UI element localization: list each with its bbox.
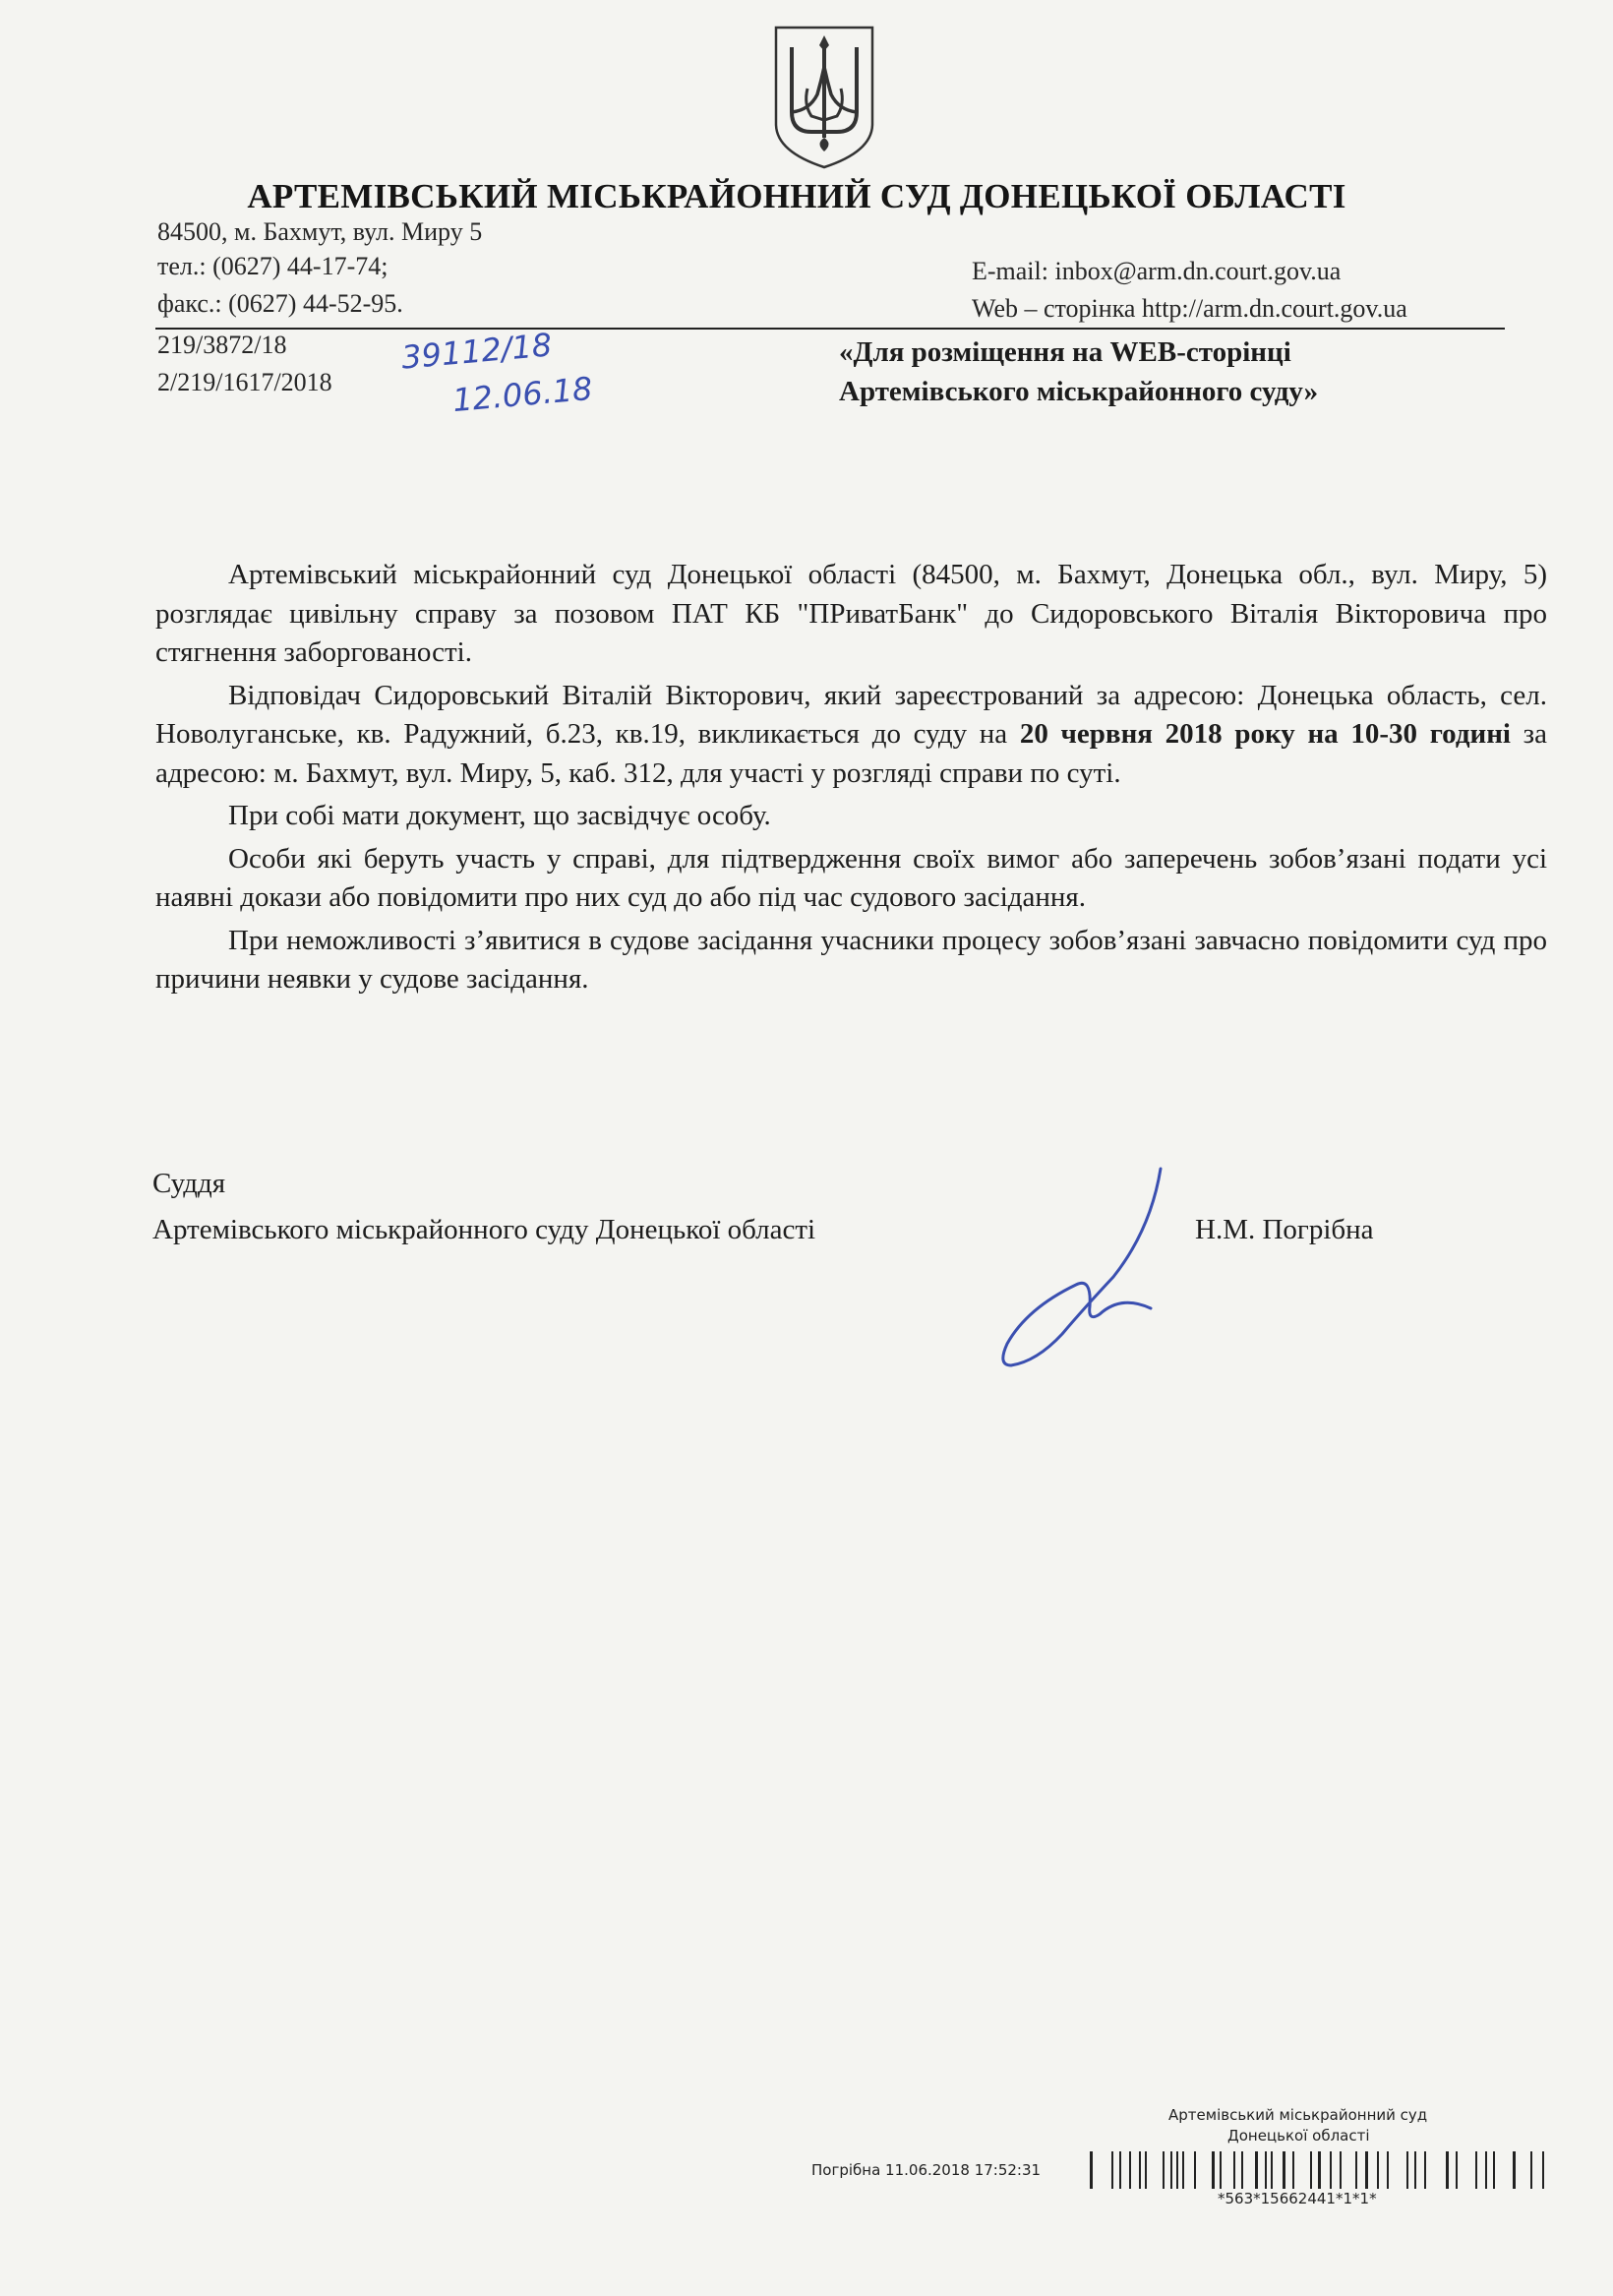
stamp-court-line-2: Донецької області xyxy=(1227,2127,1370,2145)
proceeding-number: 2/219/1617/2018 xyxy=(157,368,332,396)
court-website: Web – сторінка http://arm.dn.court.gov.ua xyxy=(972,294,1407,323)
summons-text-end: за адресою: м. Бахмут, вул. Миру, 5, каб. 312, для участі у розгляді справи по суті. xyxy=(155,718,1548,789)
court-fax: факс.: (0627) 44-52-95. xyxy=(157,289,403,318)
court-title: АРТЕМІВСЬКИЙ МІСЬКРАЙОННИЙ СУД ДОНЕЦЬКОЇ ОБЛАСТІ xyxy=(247,177,1346,215)
hearing-datetime: 20 червня 2018 року на 10-30 годині xyxy=(1019,718,1511,750)
handwritten-registration-number: 39112/18 xyxy=(399,326,554,377)
stamp-user-timestamp: Погрібна 11.06.2018 17:52:31 xyxy=(811,2161,1042,2179)
paragraph-evidence: Особи які беруть участь у справі, для підтвердження своїх вимог або заперечень зобов’язані подати усі наявні докази або повідомити про них суд до або під час судового засідання. xyxy=(155,842,1547,913)
judge-title: Суддя xyxy=(152,1168,226,1199)
barcode-number: *563*15662441*1*1* xyxy=(1218,2190,1377,2207)
web-note-line-2: Артемівського міськрайонного суду» xyxy=(839,376,1319,407)
judge-name: Н.М. Погрібна xyxy=(1195,1214,1374,1245)
paragraph-case-description: Артемівський міськрайонний суд Донецької області (84500, м. Бахмут, Донецька обл., вул. Миру, 5) розглядає цивільну справу за позовом ПАТ КБ "ПРиватБанк" до Сидоровського Віталія Вікторовича про стягнення заборгованості. xyxy=(155,559,1547,668)
court-address: 84500, м. Бахмут, вул. Миру 5 xyxy=(157,217,483,246)
case-number: 219/3872/18 xyxy=(157,331,287,359)
notice-body xyxy=(155,556,1547,1003)
handwritten-signature-icon xyxy=(993,1161,1190,1377)
web-publication-note xyxy=(839,332,1318,411)
paragraph-absence: При неможливості з’явитися в судове засідання учасники процесу зобов’язані завчасно повідомити суд про причини неявки у судове засідання. xyxy=(155,924,1547,995)
summons-text-start: Відповідач Сидоровський Віталій Вікторович, який зареєстрований за адресою: Донецька область, сел. Новолуганське, кв. Радужний, б.23, кв.19, викликається до суду на xyxy=(155,679,1547,750)
paragraph-id-document: При собі мати документ, що засвідчує особу. xyxy=(228,800,771,831)
web-note-line-1: «Для розміщення на WEB-сторінці xyxy=(839,336,1291,368)
court-phone: тел.: (0627) 44-17-74; xyxy=(157,252,388,280)
trident-emblem-icon xyxy=(770,22,878,171)
barcode-icon xyxy=(1090,2149,1546,2191)
stamp-court-line-1: Артемівський міськрайонний суд xyxy=(1168,2106,1428,2124)
header-divider xyxy=(155,328,1505,330)
handwritten-registration-date: 12.06.18 xyxy=(450,369,594,420)
court-email: E-mail: inbox@arm.dn.court.gov.ua xyxy=(972,257,1342,285)
paragraph-summons xyxy=(155,677,1547,794)
judge-court: Артемівського міськрайонного суду Донецької області xyxy=(152,1214,816,1245)
